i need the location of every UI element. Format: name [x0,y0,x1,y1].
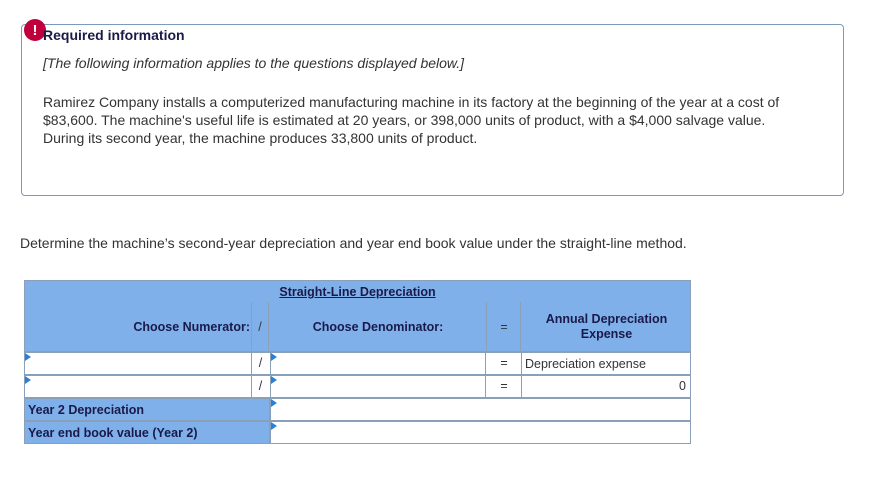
denominator-select-row1[interactable] [270,352,486,375]
dropdown-marker-icon [271,422,277,430]
year2-depreciation-input[interactable] [270,398,691,421]
dropdown-marker-icon [271,399,277,407]
dropdown-marker-icon [25,376,31,384]
header-equals: = [500,320,508,334]
result-header: Annual Depreciation Expense [545,312,668,341]
year2-depreciation-label: Year 2 Depreciation [28,403,145,417]
row1-result-label: Depreciation expense [525,357,646,371]
info-note: [The following information applies to the questions displayed below.] [43,55,465,71]
info-title: Required information [43,27,185,43]
book-value-label: Year end book value (Year 2) [28,426,198,440]
row2-equals: = [500,379,508,393]
header-divide: / [258,320,262,334]
dropdown-marker-icon [25,353,31,361]
row2-result-value: 0 [679,379,686,393]
book-value-input[interactable] [270,421,691,444]
row2-divide: / [258,379,263,393]
question-text: Determine the machine’s second-year depreciation and year end book value under the straight-line method. [20,235,687,251]
info-body: Ramirez Company installs a computerized manufacturing machine in its factory at the beginning of the year at a cost of $83,600. The machine's useful life is estimated at 20 years, or 398,000 units of product, with a $4,000 salvage value. During its second year, the machine produces 33,800 units of product. [43,94,780,146]
exclamation-icon: ! [24,19,46,41]
numerator-header: Choose Numerator: [133,320,250,334]
dropdown-marker-icon [271,376,277,384]
row1-equals: = [500,356,508,370]
numerator-select-row2[interactable] [24,375,252,398]
numerator-select-row1[interactable] [24,352,252,375]
row1-divide: / [258,356,263,370]
denominator-header: Choose Denominator: [312,320,444,334]
dropdown-marker-icon [271,353,277,361]
denominator-select-row2[interactable] [270,375,486,398]
table-title: Straight-Line Depreciation [279,285,436,299]
